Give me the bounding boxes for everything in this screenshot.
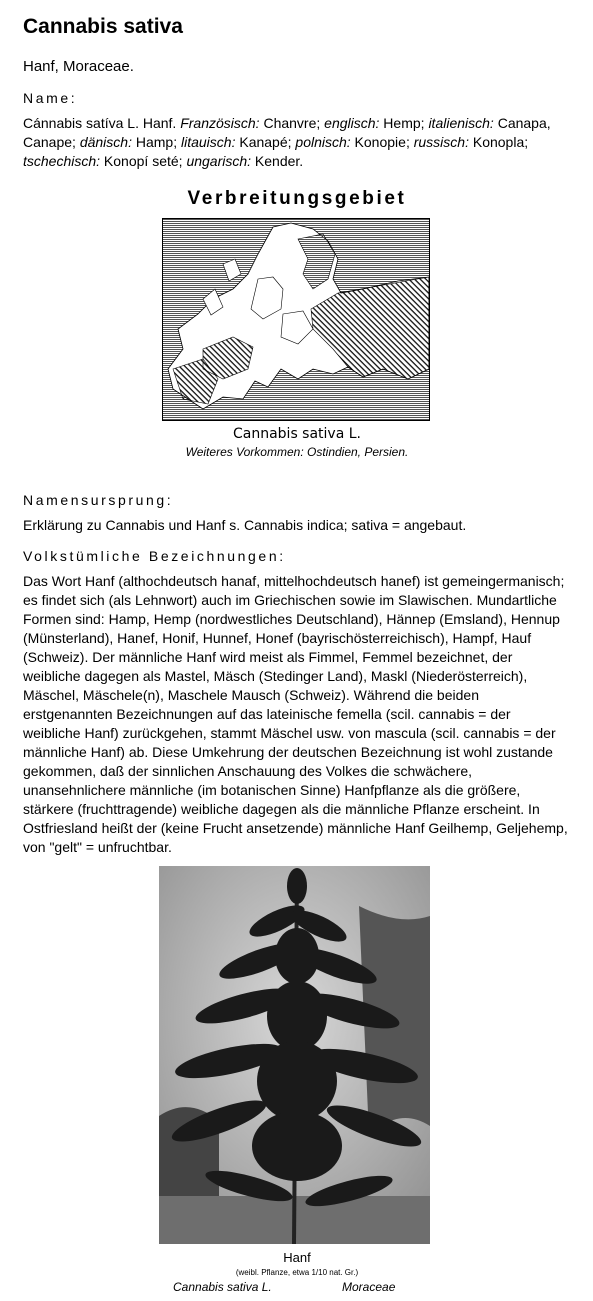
distribution-map: [162, 218, 430, 421]
photo-note: (weibl. Pflanze, etwa 1/10 nat. Gr.): [235, 1268, 359, 1277]
name-text: Chanvre;: [259, 115, 325, 131]
name-text: Hamp;: [131, 134, 181, 150]
photo-caption: Hanf: [283, 1250, 311, 1265]
photo-family: Moraceae: [342, 1280, 396, 1294]
map-heading: Verbreitungsgebiet: [187, 188, 407, 209]
hemp-plant-photo: [159, 866, 430, 1244]
name-text: Kender.: [251, 153, 304, 169]
names-paragraph: [23, 114, 571, 171]
origin-heading: Namensursprung:: [23, 492, 174, 508]
folk-names-paragraph: Das Wort Hanf (althochdeutsch hanaf, mittelhochdeutsch hanef) ist gemeingermanisch; es findet sich (als Lehnwort) auch im Griechischen sowie im Slawischen. Mundartliche Formen sind: Hamp, Hemp (nordwestliches Deutschland), Hännep (Emsland), Hennup (Münsterland), Hanef, Honif, Hunnef, Honef (bayrischösterreichisch), Hampf, Hauf (Schweiz). Der männliche Hanf wird meist als Fimmel, Femmel bezeichnet, der weibliche dagegen als Mastel, Mäsch (Stedinger Land), Maskl (Niederösterreich), Mäschel, Mäschele(n), Maschele Mausch (Schweiz). Während die beiden erstgenannten Bezeichnungen auf das lateinische femella (scil. cannabis = der weibliche Hanf) zurückgehen, stammt Mäschel usw. von mascula (scil. cannabis = der männliche Hanf) ab. Diese Umkehrung der deutschen Bezeichnung ist wohl zustande gekommen, daß der sinnlichen Anschauung des Volkes die schwächere, unansehnlichere männliche (im botanischen Sinne) Hanfpflanze als die größere, stärkere (fruchttragende) weibliche dagegen als die männliche Pflanze erscheint. In Ostfriesland heißt der (keine Frucht ansetzende) männliche Hanf Geilhemp, Geljehemp, von "gelt" = unfruchtbar.: [23, 573, 568, 855]
language-label: polnisch:: [295, 134, 351, 150]
name-text: Konopla;: [468, 134, 529, 150]
language-label: italienisch:: [428, 115, 494, 131]
name-text: Kanapé;: [235, 134, 296, 150]
language-label: litauisch:: [181, 134, 236, 150]
origin-paragraph: Erklärung zu Cannabis und Hanf s. Cannabis indica; sativa = angebaut.: [23, 517, 467, 533]
name-text: Konopie;: [350, 134, 414, 150]
language-label: tschechisch:: [23, 153, 101, 169]
subtitle: Hanf, Moraceae.: [23, 58, 134, 75]
language-label: dänisch:: [79, 134, 132, 150]
name-text: Cánnabis satíva L. Hanf.: [23, 115, 181, 131]
name-text: Hemp;: [379, 115, 429, 131]
language-label: englisch:: [324, 115, 380, 131]
language-label: Französisch:: [180, 115, 260, 131]
page-title: Cannabis sativa: [23, 15, 183, 38]
name-heading: Name:: [23, 90, 78, 106]
language-label: ungarisch:: [186, 153, 252, 169]
language-label: russisch:: [413, 134, 469, 150]
name-text: Canapa, Canape;: [23, 115, 551, 150]
map-caption: Cannabis sativa L.: [232, 426, 362, 442]
map-subcaption: Weiteres Vorkommen: Ostindien, Persien.: [185, 445, 409, 459]
folk-names-heading: Volkstümliche Bezeichnungen:: [23, 548, 286, 564]
name-text: Konopí seté;: [100, 153, 187, 169]
photo-species: Cannabis sativa L.: [173, 1280, 272, 1294]
